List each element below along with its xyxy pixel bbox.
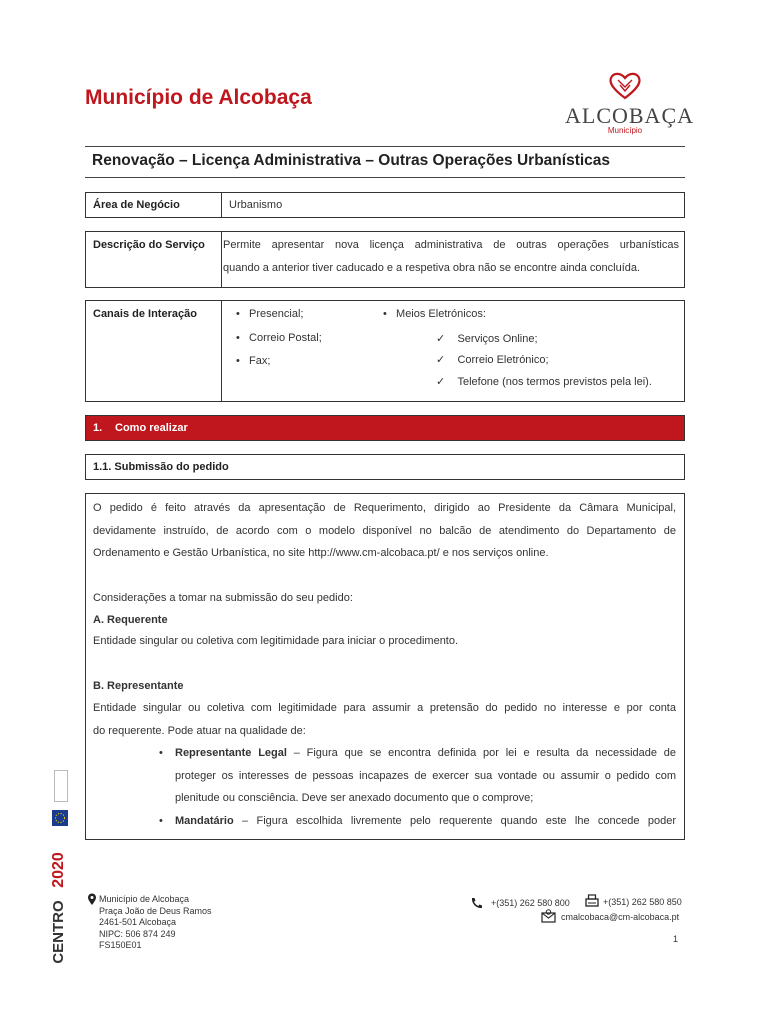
consideracoes-text: Considerações a tomar na submissão do seu pedido: (93, 592, 353, 604)
canais-label: Canais de Interação (93, 308, 197, 320)
canal-telefone: ✓ Telefone (nos termos previstos pela lei). (436, 376, 652, 388)
paragraph-line: Entidade singular ou coletiva com legitimidade para assumir a pretensão do pedido no interesse e por conta (93, 702, 676, 714)
descricao-line-1: Permite apresentar nova licença administrativa de outras operações urbanísticas (223, 239, 679, 251)
area-row (85, 192, 685, 218)
side-logos (48, 770, 72, 964)
section-number: 1. (93, 422, 103, 434)
paragraph-line: Ordenamento e Gestão Urbanística, no site http://www.cm-alcobaca.pt/ e nos serviços online. (93, 547, 549, 559)
footer-fax: +(351) 262 580 850 (603, 897, 682, 907)
bullet-icon: • (236, 355, 250, 367)
bullet-icon: • (236, 332, 250, 344)
canal-correio-postal: • Correio Postal; (236, 332, 322, 344)
descricao-row (85, 231, 685, 288)
footer-email: cmalcobaca@cm-alcobaca.pt (561, 912, 680, 922)
email-icon (541, 909, 556, 928)
section-heading-como-realizar (85, 415, 685, 441)
paragraph-line: devidamente instruído, de acordo com o modelo disponível no balcão de atendimento do Departamento de (93, 524, 676, 537)
descricao-label: Descrição do Serviço (93, 239, 205, 251)
representante-legal-term: Representante Legal (175, 747, 287, 759)
representante-heading: B. Representante (93, 679, 184, 692)
title-rule-bottom (85, 177, 685, 178)
paragraph-line: proteger os interesses de pessoas incapazes de exercer sua vontade ou assumir o pedido com (175, 769, 676, 782)
bullet-icon: • (159, 747, 163, 759)
page-number: 1 (673, 934, 679, 944)
eu-stars-icon (52, 810, 68, 826)
eu-flag-icon (52, 810, 68, 826)
phone-icon (470, 896, 483, 914)
canal-meios-eletronicos: • Meios Eletrónicos: (383, 308, 486, 320)
descricao-line-2: quando a anterior tiver caducado e a respetiva obra não se encontre ainda concluída. (223, 262, 641, 274)
area-value: Urbanismo (229, 199, 283, 211)
paragraph-line: plenitude ou consciência. Deve ser anexado documento que o comprove; (175, 792, 534, 804)
checkmark-icon: ✓ (436, 333, 458, 345)
canal-correio-eletronico: ✓ Correio Eletrónico; (436, 354, 549, 366)
heart-emblem-icon (608, 70, 642, 100)
fax-icon (585, 894, 599, 912)
alcobaca-logo (565, 70, 695, 135)
subsection-heading-submissao (85, 454, 685, 480)
canais-row (85, 300, 685, 402)
list-item: • Representante Legal – Figura que se encontra definida por lei e resulta da necessidade de proteger os interesses de pessoas incapazes de exercer sua vontade ou assumir o pedido com plenitude ou consciência. Deve ser anexado documento que o comprove; (93, 742, 676, 810)
paragraph-line: do requerente. Pode atuar na qualidade de: (93, 724, 306, 737)
checkmark-icon: ✓ (436, 376, 458, 388)
canal-presencial: • Presencial; (236, 308, 304, 320)
requerente-text: Entidade singular ou coletiva com legitimidade para iniciar o procedimento. (93, 634, 459, 647)
canal-fax: • Fax; (236, 355, 271, 367)
centro-logo: CENTRO (50, 900, 67, 964)
area-label: Área de Negócio (93, 199, 180, 211)
section-title: Como realizar (115, 422, 188, 434)
logo-subtitle: Município (607, 126, 643, 135)
subsection-title: 1.1. Submissão do pedido (93, 461, 229, 473)
requerente-heading: A. Requerente (93, 613, 168, 626)
document-title: Renovação – Licença Administrativa – Outras Operações Urbanísticas (92, 152, 611, 169)
logo-wordmark: ALCOBAÇA (565, 103, 695, 128)
location-pin-icon (87, 893, 97, 911)
portugal-2020-logo: 2020 (50, 852, 67, 888)
canal-servicos-online: ✓ Serviços Online; (436, 333, 538, 345)
canais-divider (221, 301, 222, 401)
checkmark-icon: ✓ (436, 354, 458, 366)
flag-logo-icon (54, 770, 68, 802)
descricao-divider (221, 232, 222, 287)
bullet-icon: • (236, 308, 250, 320)
footer-phone: +(351) 262 580 800 (491, 898, 570, 908)
bullet-icon: • (159, 814, 163, 827)
bullet-icon: • (383, 308, 397, 320)
footer-address: Município de Alcobaça Praça João de Deus Ramos 2461-501 Alcobaça NIPC: 506 874 249 FS150E01 (99, 894, 212, 950)
paragraph-line: O pedido é feito através da apresentação de Requerimento, dirigido ao Presidente da Câmara Municipal, (93, 502, 676, 514)
title-rule-top (85, 146, 685, 147)
area-divider (221, 193, 222, 217)
content-box (85, 493, 685, 840)
municipality-title: Município de Alcobaça (85, 86, 312, 109)
list-item: • Mandatário – Figura escolhida livremente pelo requerente quando este lhe concede poder (93, 810, 676, 833)
mandatario-term: Mandatário (175, 814, 234, 827)
